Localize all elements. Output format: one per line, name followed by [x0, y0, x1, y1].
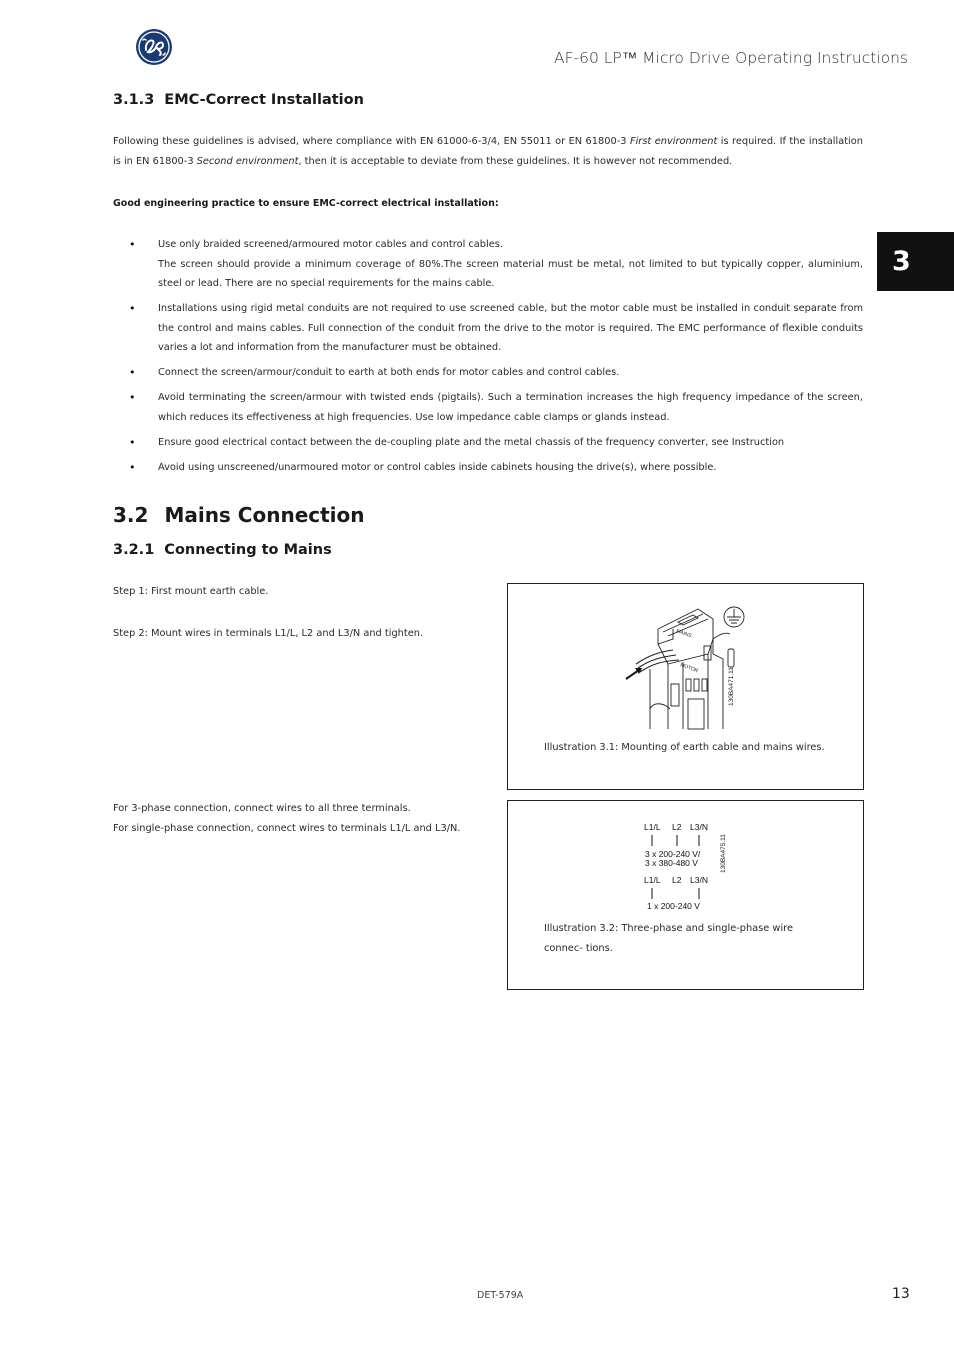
- list-item: [113, 363, 863, 383]
- list-item: [113, 433, 863, 453]
- footer-doc-code: DET-579A: [477, 1290, 524, 1301]
- phase-instructions: [113, 799, 460, 839]
- intro-text-1: Following these guidelines is advised, where compliance with EN 61000-6-3/4, EN 55011 or EN 61800-3: [113, 136, 630, 147]
- terminal-l2-label: L2: [672, 822, 682, 832]
- intro-paragraph: [113, 132, 863, 171]
- practice-heading: Good engineering practice to ensure EMC-correct electrical installation:: [113, 198, 499, 209]
- section-heading-32: [113, 503, 365, 527]
- section-number: 3.1.3: [113, 92, 155, 108]
- intro-emphasis-1: First environment: [629, 136, 718, 147]
- mains-terminal-label: MAINS: [675, 628, 693, 640]
- section-title: Connecting to Mains: [164, 542, 332, 558]
- list-item: [113, 388, 863, 427]
- section-number: 3.2.1: [113, 542, 155, 558]
- figure-code: 130BA475.11: [720, 834, 727, 873]
- figure-code: 130BA471.11: [728, 667, 735, 706]
- terminal-l3-label-single: L3/N: [690, 875, 708, 885]
- ge-monogram-icon: [135, 28, 173, 66]
- figure-2-caption: Illustration 3.2: Three-phase and single-phase wire connec- tions.: [544, 923, 794, 954]
- earth-cable-diagram: [508, 584, 863, 734]
- section-title: Mains Connection: [164, 503, 365, 527]
- section-heading-321: [113, 542, 332, 558]
- list-item-text: Avoid using unscreened/unarmoured motor or control cables inside cabinets housing the drive(s), where possible.: [158, 461, 717, 473]
- list-item-text: Ensure good electrical contact between the de-coupling plate and the metal chassis of the frequency converter, see Instruction: [158, 436, 785, 448]
- list-item: [113, 235, 863, 294]
- figure-phase-connections: [507, 800, 864, 990]
- phase-wiring-diagram: [508, 801, 863, 916]
- intro-text-2: is required. If the installation is in EN 61800-3: [113, 136, 863, 167]
- chapter-tab: 3: [877, 232, 954, 291]
- document-title: AF-60 LP™ Micro Drive Operating Instructions: [554, 49, 908, 67]
- terminal-l3-label: L3/N: [690, 822, 708, 832]
- section-title: EMC-Correct Installation: [164, 92, 364, 108]
- emc-guideline-list: [113, 235, 863, 483]
- terminal-l2-label-single: L2: [672, 875, 682, 885]
- list-item: [113, 458, 863, 478]
- section-number: 3.2: [113, 503, 149, 527]
- step-1-text: Step 1: First mount earth cable.: [113, 586, 269, 597]
- list-item-text: Connect the screen/armour/conduit to earth at both ends for motor cables and control cables.: [158, 367, 620, 378]
- motor-terminal-label: MOTOR: [679, 662, 699, 675]
- list-item-subtext: The screen should provide a minimum coverage of 80%.The screen material must be metal, not limited to but typically copper, aluminium, steel or lead. There are no special requirements for the mains cable.: [158, 258, 863, 289]
- step-2-text: Step 2: Mount wires in terminals L1/L, L2 and L3/N and tighten.: [113, 628, 424, 639]
- three-phase-voltage-2: 3 x 380-480 V: [645, 858, 698, 868]
- terminal-l1-label-single: L1/L: [644, 875, 661, 885]
- section-heading-313: [113, 92, 364, 108]
- figure-1-caption: Illustration 3.1: Mounting of earth cable and mains wires.: [544, 742, 825, 753]
- list-item-text: Avoid terminating the screen/armour with twisted ends (pigtails). Such a termination increases the high frequency impedance of the screen, which reduces its effectiveness at high frequencies. Use low impedance cable clamps or glands instead.: [158, 392, 863, 423]
- terminal-l1-label: L1/L: [644, 822, 661, 832]
- list-item: [113, 299, 863, 358]
- intro-emphasis-2: Second environment: [196, 155, 299, 167]
- figure-earth-mounting: [507, 583, 864, 790]
- single-phase-text: For single-phase connection, connect wires to terminals L1/L and L3/N.: [113, 823, 461, 834]
- three-phase-text: For 3-phase connection, connect wires to all three terminals.: [113, 803, 411, 814]
- three-phase-voltage-1: 3 x 200-240 V/: [645, 849, 701, 859]
- intro-text-3: , then it is acceptable to deviate from these guidelines. It is however not recommended.: [298, 155, 733, 167]
- list-item-text: Installations using rigid metal conduits are not required to use screened cable, but the motor cable must be installed in conduit separate from the control and mains cables. Full connection of the conduit from the drive to the motor is required. The EMC performance of flexible conduits varies a lot and information from the manufacturer must be obtained.: [158, 303, 863, 353]
- page-number: 13: [892, 1286, 910, 1302]
- list-item-text: Use only braided screened/armoured motor cables and control cables.: [158, 239, 503, 250]
- ge-logo: [135, 28, 173, 66]
- single-phase-voltage: 1 x 200-240 V: [647, 901, 700, 911]
